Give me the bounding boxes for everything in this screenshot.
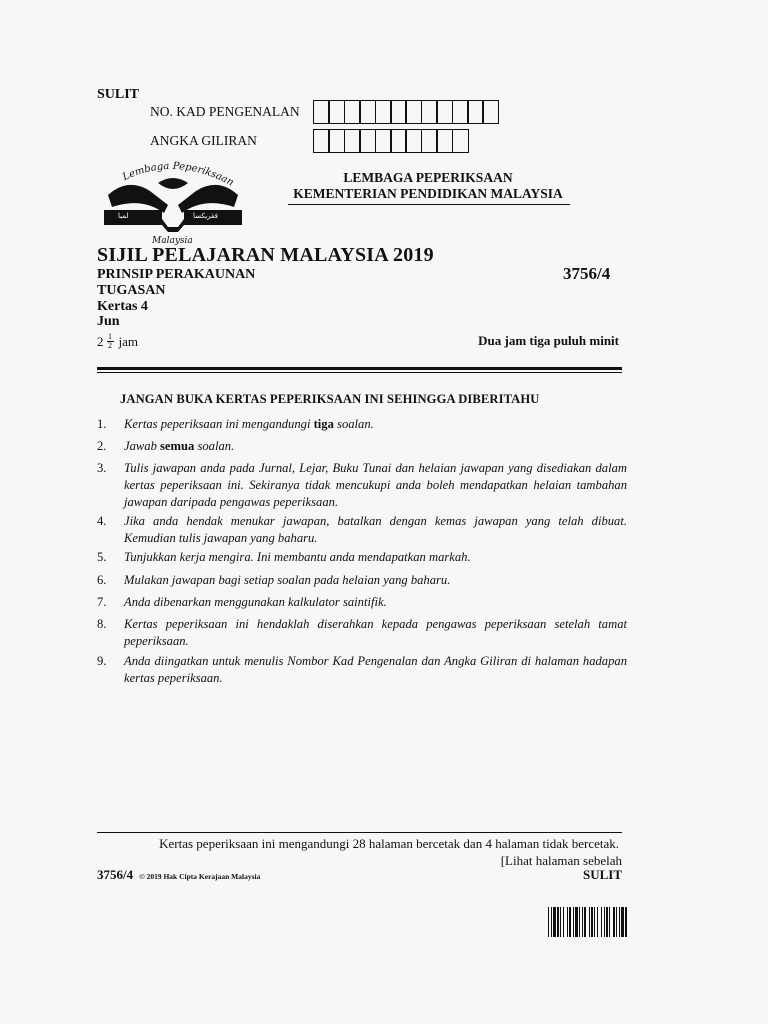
- instruction-number: 7.: [97, 595, 107, 609]
- barcode-bar: [613, 907, 615, 937]
- barcode-bar: [625, 907, 627, 937]
- barcode-bar: [619, 907, 620, 937]
- instruction-text: [124, 416, 627, 433]
- paper-type: TUGASAN: [97, 283, 166, 298]
- instruction-text-bold: tiga: [313, 417, 334, 431]
- barcode-bar: [582, 907, 583, 937]
- barcode-bar: [573, 907, 574, 937]
- instruction-text-before: Tunjukkan kerja mengira. Ini membantu anda mendapatkan markah.: [124, 550, 471, 564]
- logo-bottom-text: Malaysia: [152, 236, 193, 245]
- ic-number-boxes[interactable]: [313, 100, 499, 124]
- barcode-bar: [567, 907, 568, 937]
- instruction-number: 3.: [97, 461, 107, 475]
- lembaga-peperiksaan-logo: [98, 155, 248, 245]
- barcode-bar: [597, 907, 598, 937]
- logo-left-script: لمبا: [118, 212, 129, 220]
- sulit-top-label: SULIT: [97, 87, 140, 102]
- barcode-bar: [563, 907, 564, 937]
- subject-name: PRINSIP PERAKAUNAN: [97, 267, 256, 282]
- next-page-note: [Lihat halaman sebelah: [500, 853, 622, 868]
- barcode-bar: [557, 907, 559, 937]
- duration-denominator: 2: [108, 341, 112, 350]
- instruction-text: [124, 653, 627, 687]
- index-number-label: ANGKA GILIRAN: [150, 133, 257, 148]
- instruction-text-bold: semua: [160, 439, 195, 453]
- instruction-text: [124, 438, 627, 455]
- instruction-number: 8.: [97, 617, 107, 631]
- instruction-item: [97, 513, 627, 547]
- logo-right-script: قڤريكسا: [193, 212, 218, 220]
- ic-digit-box-12[interactable]: [482, 100, 499, 124]
- duration-words: Dua jam tiga puluh minit: [478, 333, 619, 348]
- logo-left-band: [104, 210, 162, 219]
- barcode-bar: [579, 907, 580, 937]
- barcode-bar: [548, 907, 549, 937]
- board-name: [285, 170, 571, 202]
- instruction-text-before: Anda dibenarkan menggunakan kalkulator saintifik.: [124, 595, 387, 609]
- instruction-item: [97, 438, 627, 455]
- instruction-number: 5.: [97, 550, 107, 564]
- instruction-item: [97, 460, 627, 511]
- board-underline: [288, 204, 570, 205]
- instruction-text-before: Kertas peperiksaan ini mengandungi: [124, 417, 314, 431]
- instruction-number: 9.: [97, 654, 107, 668]
- instruction-text-before: Anda diingatkan untuk menulis Nombor Kad Pengenalan dan Angka Giliran di halaman hadapan kertas peperiksaan.: [124, 654, 627, 685]
- instruction-number: 4.: [97, 514, 107, 528]
- instruction-text-before: Jawab: [124, 439, 161, 453]
- instruction-text: [124, 594, 627, 611]
- paper-code: 3756/4: [563, 264, 611, 283]
- logo-centre-crest: [158, 178, 188, 189]
- index-number-boxes[interactable]: [313, 129, 469, 153]
- instruction-number: 6.: [97, 573, 107, 587]
- instruction-text-before: Mulakan jawapan bagi setiap soalan pada helaian yang baharu.: [124, 573, 451, 587]
- duration-numerator: 1: [108, 332, 112, 341]
- exam-title: SIJIL PELAJARAN MALAYSIA 2019: [97, 244, 434, 266]
- barcode-bar: [569, 907, 571, 937]
- barcode-bar: [616, 907, 617, 937]
- duration-unit: jam: [118, 333, 138, 349]
- barcode-bar: [594, 907, 595, 937]
- instruction-text-before: Tulis jawapan anda pada Jurnal, Lejar, Buku Tunai dan helaian jawapan yang disediakan dalam kertas peperiksaan ini. Sekiranya tidak mencukupi anda boleh mendapatkan helaian tambahan jawapan daripada pengawas peperiksaan.: [124, 461, 627, 509]
- logo-right-wing: [178, 185, 238, 213]
- instruction-text-after: soalan.: [333, 417, 374, 431]
- paper-number: Kertas 4: [97, 299, 148, 314]
- instruction-text: [124, 549, 627, 566]
- instruction-text: [124, 513, 627, 547]
- board-line-1: LEMBAGA PEPERIKSAAN: [343, 170, 513, 185]
- instruction-number: 1.: [97, 417, 107, 431]
- instruction-text: [124, 572, 627, 589]
- duration-fraction: [107, 333, 114, 350]
- logo-base: [104, 219, 242, 232]
- instruction-item: [97, 594, 627, 611]
- instruction-number: 2.: [97, 439, 107, 453]
- barcode-bar: [609, 907, 610, 937]
- barcode-bar: [589, 907, 590, 937]
- barcode-bar: [575, 907, 578, 937]
- barcode-bar: [553, 907, 556, 937]
- instruction-item: [97, 572, 627, 589]
- barcode-bar: [604, 907, 605, 937]
- barcode-bar: [621, 907, 624, 937]
- ic-number-label: NO. KAD PENGENALAN: [150, 104, 300, 119]
- barcode-bar: [551, 907, 552, 937]
- copyright-notice: © 2019 Hak Cipta Kerajaan Malaysia: [139, 872, 261, 881]
- board-line-2: KEMENTERIAN PENDIDIKAN MALAYSIA: [293, 186, 563, 201]
- instruction-item: [97, 616, 627, 650]
- duration-whole: 2: [97, 333, 104, 349]
- sulit-bottom-label: SULIT: [582, 867, 622, 882]
- footer-left: [97, 867, 260, 883]
- instruction-item: [97, 549, 627, 566]
- instruction-text-after: soalan.: [194, 439, 235, 453]
- instruction-text-before: Jika anda hendak menukar jawapan, batalkan dengan kemas jawapan yang telah dibuat. Kemudian tulis jawapan yang baharu.: [124, 514, 627, 545]
- footer-code: 3756/4: [97, 867, 134, 882]
- barcode-bar: [601, 907, 602, 937]
- instruction-item: [97, 653, 627, 687]
- logo-left-wing: [108, 185, 168, 213]
- barcode: [548, 907, 672, 937]
- barcode-bar: [584, 907, 586, 937]
- instruction-text: [124, 460, 627, 511]
- barcode-bar: [591, 907, 593, 937]
- pages-note: Kertas peperiksaan ini mengandungi 28 halaman bercetak dan 4 halaman tidak bercetak.: [159, 836, 619, 851]
- duration: [97, 333, 138, 350]
- instructions-heading: JANGAN BUKA KERTAS PEPERIKSAAN INI SEHINGGA DIBERITAHU: [120, 392, 540, 406]
- index-digit-box-10[interactable]: [452, 129, 469, 153]
- exam-month: Jun: [97, 314, 120, 329]
- double-rule-top: [97, 367, 622, 370]
- barcode-bar: [606, 907, 608, 937]
- logo-arc-text: Lembaga Peperiksaan: [121, 160, 236, 189]
- instruction-text-before: Kertas peperiksaan ini hendaklah diserahkan kepada pengawas peperiksaan setelah tamat peperiksaan.: [124, 617, 627, 648]
- barcode-bar: [560, 907, 561, 937]
- double-rule-bottom: [97, 372, 622, 373]
- instruction-item: [97, 416, 627, 433]
- footer-rule: [97, 832, 622, 833]
- instruction-text: [124, 616, 627, 650]
